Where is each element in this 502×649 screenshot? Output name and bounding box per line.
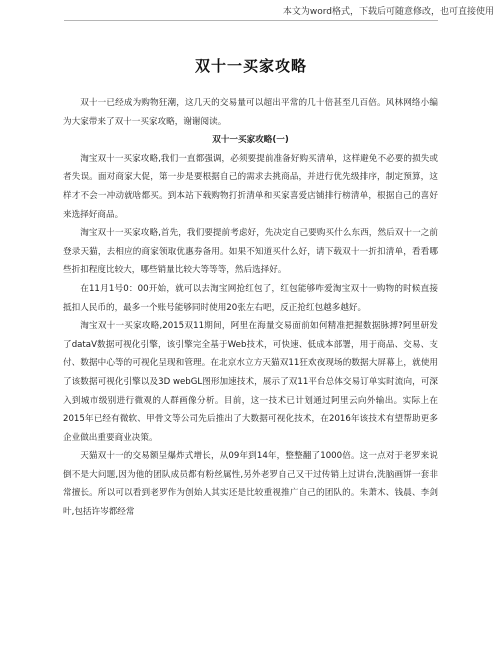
header-divider <box>64 20 438 21</box>
body-paragraph: 在11月1号0：00开始，就可以去淘宝网抢红包了，红包能够咋爱淘宝双十一购物的时候直接抵扣人民币的，最多一个账号能够同时使用20张左右吧，反正抢红包越多越好。 <box>63 283 438 313</box>
body-paragraph: 淘宝双十一买家攻略,我们一直都强调，必须要提前准备好购买清单，这样避免不必要的损失或者失误。面对商家大促，第一步是要根据自己的需求去挑商品，并进行优先级排序，制定预算，这样才不会一冲动就啥都买。到本站下载购物打折清单和买家喜爱店铺排行榜清单，根据自己的喜好来选择好商品。 <box>63 153 438 220</box>
section-subtitle: 双十一买家攻略(一) <box>212 135 289 146</box>
body-paragraph: 淘宝双十一买家攻略,首先，我们要提前考虑好，先决定自己要购买什么东西，然后双十一之前登录天猫，去相应的商家领取优惠券备用。如果不知道买什么好，请下载双十一折扣清单，看看哪些折扣程度比较大，哪些销量比较大等等等，然后选择好。 <box>63 228 438 276</box>
body-paragraph: 淘宝双十一买家攻略,2015双11期间，阿里在海量交易面前如何精准把握数据脉搏?阿里研发了dataV数据可视化引擎，该引擎完全基于Web技术，可快速、低成本部署，用于商品、交易、支付、数据中心等的可视化呈现和管理。在北京水立方天猫双11狂欢夜现场的数据大屏幕上，就使用了该数据可视化引擎以及3D webGL图形加速技术，展示了双11平台总体交易订单实时流向，可深入到城市级别进行微观的人群画像分析。目前，这一技术已计划通过阿里云向外输出。实际上在2015年已经有微软、甲骨文等公司先后推出了大数据可视化技术，在2016年该技术有望帮助更多企业做出重要商业决策。 <box>63 321 438 443</box>
document-body <box>63 94 438 522</box>
header-note: 本文为word格式，下载后可随意修改，也可直接使用 <box>282 7 494 17</box>
body-paragraph: 天猫双十一的交易额呈爆炸式增长，从09年到14年，整整翻了1000倍。这一点对于老罗来说倒不是大问题,因为他的团队成员都有粉丝属性,另外老罗自己又干过传销上过讲台,洗脑画饼一套非常擅长。所以可以看到老罗作为创始人其实还是比较重视推广自己的团队的。朱萧木、钱晨、李剑叶,包括许岑都经常 <box>63 451 438 518</box>
intro-paragraph: 双十一已经成为购物狂潮，这几天的交易量可以超出平常的几十倍甚至几百倍。风林网络小编为大家带来了双十一买家攻略，谢谢阅读。 <box>63 98 438 127</box>
document-title: 双十一买家攻略 <box>194 57 307 75</box>
